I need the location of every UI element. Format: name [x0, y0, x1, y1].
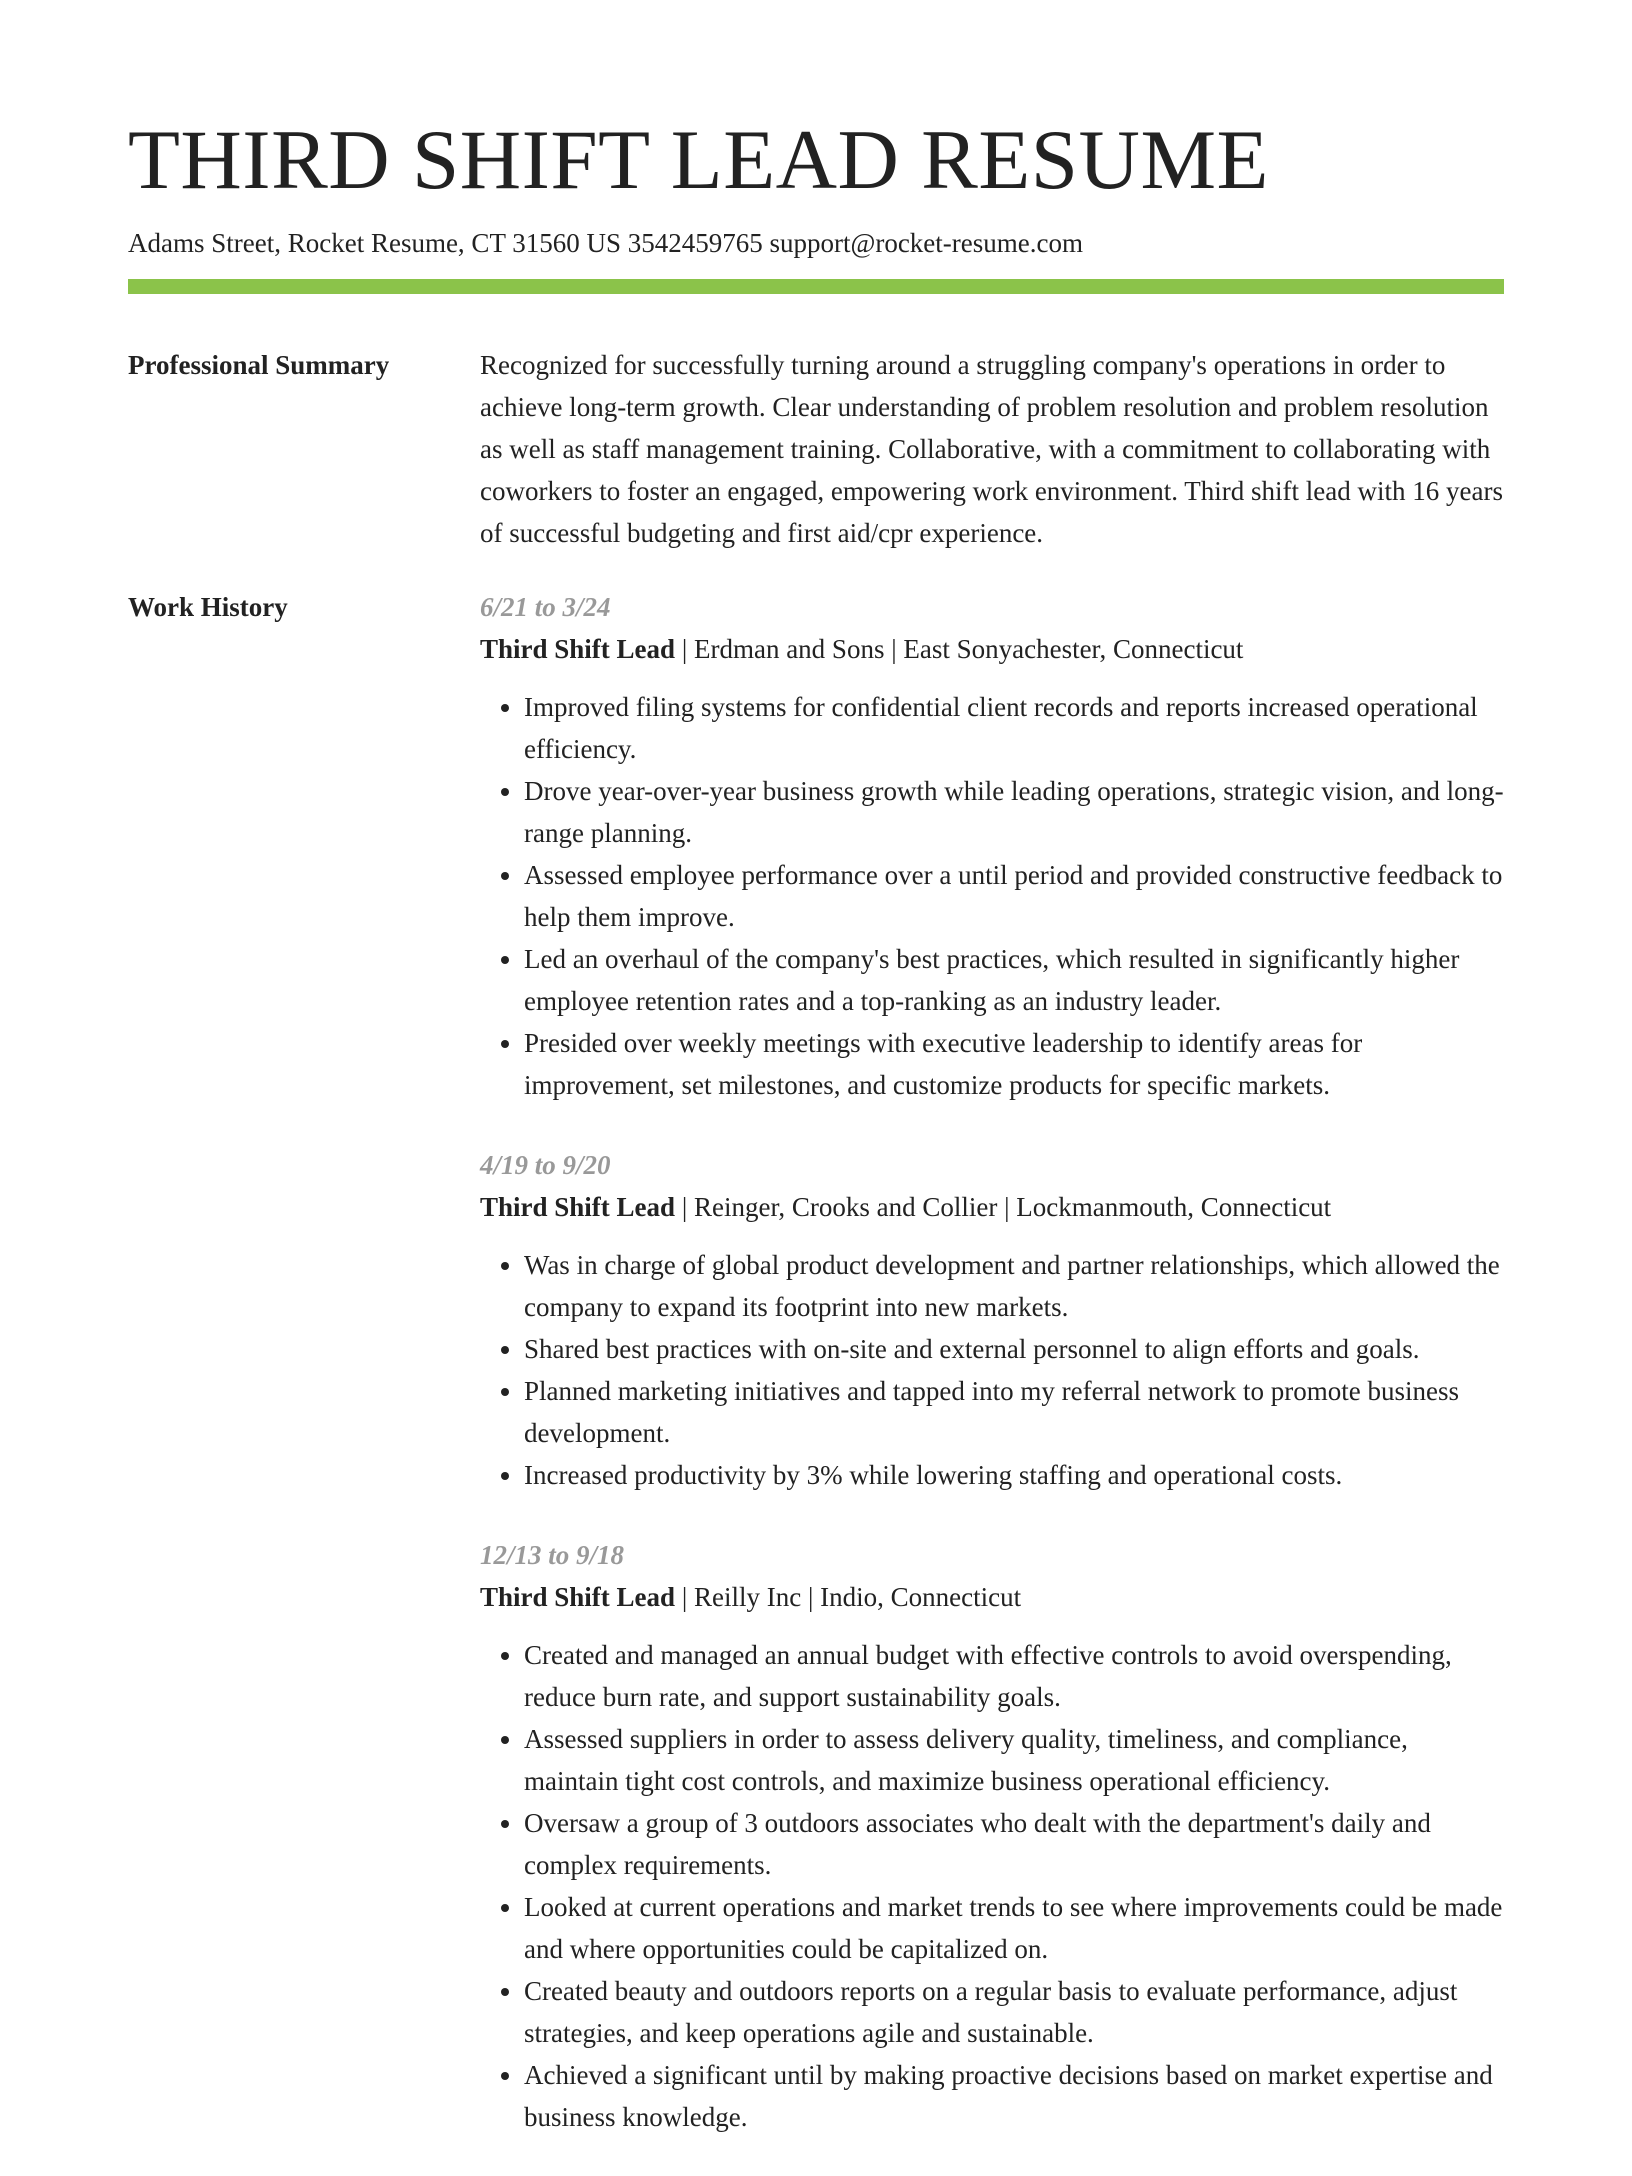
job-bullet: • Assessed suppliers in order to assess delivery quality, timeliness, and compliance, maintain tight cost controls, and maximize business operational efficiency. [524, 1718, 1504, 1802]
job-entry [480, 1534, 1504, 2138]
job-bullet: • Oversaw a group of 3 outdoors associates who dealt with the department's daily and complex requirements. [524, 1802, 1504, 1886]
job-separator: | [675, 1582, 694, 1613]
section-label-work-history: Work History [128, 592, 288, 623]
work-history-list [480, 586, 1504, 2176]
job-bullet-list [480, 1634, 1504, 2138]
job-bullet: • Assessed employee performance over a until period and provided constructive feedback to help them improve. [524, 854, 1504, 938]
job-location: East Sonyachester, Connecticut [903, 634, 1244, 665]
job-separator: | [675, 1192, 694, 1223]
job-bullet: • Planned marketing initiatives and tapped into my referral network to promote business development. [524, 1370, 1504, 1454]
job-separator: | [675, 634, 694, 665]
job-entry [480, 586, 1504, 1106]
job-separator: | [997, 1192, 1017, 1223]
job-title: Third Shift Lead [480, 634, 676, 665]
job-bullet: • Improved filing systems for confidential client records and reports increased operational efficiency. [524, 686, 1504, 770]
job-entry [480, 1144, 1504, 1496]
job-separator: | [801, 1582, 821, 1613]
job-company: Reinger, Crooks and Collier [693, 1192, 998, 1223]
resume-page [128, 113, 1504, 2176]
job-bullet-list [480, 1244, 1504, 1496]
job-title: Third Shift Lead [480, 1582, 676, 1613]
job-heading [480, 628, 1504, 670]
job-bullet-list [480, 686, 1504, 1106]
summary-text: Recognized for successfully turning around a struggling company's operations in order to achieve long-term growth. Clear understanding of problem resolution and problem resolution as well as staff management training. Collaborative, with a commitment to collaborating with coworkers to foster an engaged, empowering work environment. Third shift lead with 16 years of successful budgeting and first aid/cpr experience. [480, 350, 1503, 549]
job-bullet: • Presided over weekly meetings with executive leadership to identify areas for improvement, set milestones, and customize products for specific markets. [524, 1022, 1504, 1106]
header-divider [128, 279, 1504, 294]
job-company: Reilly Inc [693, 1582, 802, 1613]
job-location: Indio, Connecticut [820, 1582, 1022, 1613]
job-company: Erdman and Sons [693, 634, 885, 665]
job-location: Lockmanmouth, Connecticut [1016, 1192, 1332, 1223]
section-label-summary: Professional Summary [128, 350, 390, 381]
job-heading [480, 1186, 1504, 1228]
job-bullet: • Shared best practices with on-site and external personnel to align efforts and goals. [524, 1328, 1504, 1370]
job-heading [480, 1576, 1504, 1618]
job-bullet: • Looked at current operations and market trends to see where improvements could be made and where opportunities could be capitalized on. [524, 1886, 1504, 1970]
job-bullet: • Drove year-over-year business growth while leading operations, strategic vision, and long-range planning. [524, 770, 1504, 854]
job-title: Third Shift Lead [480, 1192, 676, 1223]
job-bullet: • Was in charge of global product development and partner relationships, which allowed the company to expand its footprint into new markets. [524, 1244, 1504, 1328]
work-history-section [128, 586, 1504, 2176]
job-separator: | [884, 634, 904, 665]
job-bullet: • Created and managed an annual budget with effective controls to avoid overspending, reduce burn rate, and support sustainability goals. [524, 1634, 1504, 1718]
job-bullet: • Created beauty and outdoors reports on a regular basis to evaluate performance, adjust strategies, and keep operations agile and sustainable. [524, 1970, 1504, 2054]
job-dates: 6/21 to 3/24 [480, 592, 611, 623]
job-bullet: • Increased productivity by 3% while lowering staffing and operational costs. [524, 1454, 1504, 1496]
job-dates: 4/19 to 9/20 [480, 1150, 611, 1181]
resume-title: THIRD SHIFT LEAD RESUME [128, 113, 1269, 207]
job-bullet: • Achieved a significant until by making proactive decisions based on market expertise and business knowledge. [524, 2054, 1504, 2138]
contact-line: Adams Street, Rocket Resume, CT 31560 US 3542459765 support@rocket-resume.com [128, 228, 1083, 258]
professional-summary-section [128, 344, 1504, 554]
job-bullet: • Led an overhaul of the company's best practices, which resulted in significantly higher employee retention rates and a top-ranking as an industry leader. [524, 938, 1504, 1022]
job-dates: 12/13 to 9/18 [480, 1540, 625, 1571]
